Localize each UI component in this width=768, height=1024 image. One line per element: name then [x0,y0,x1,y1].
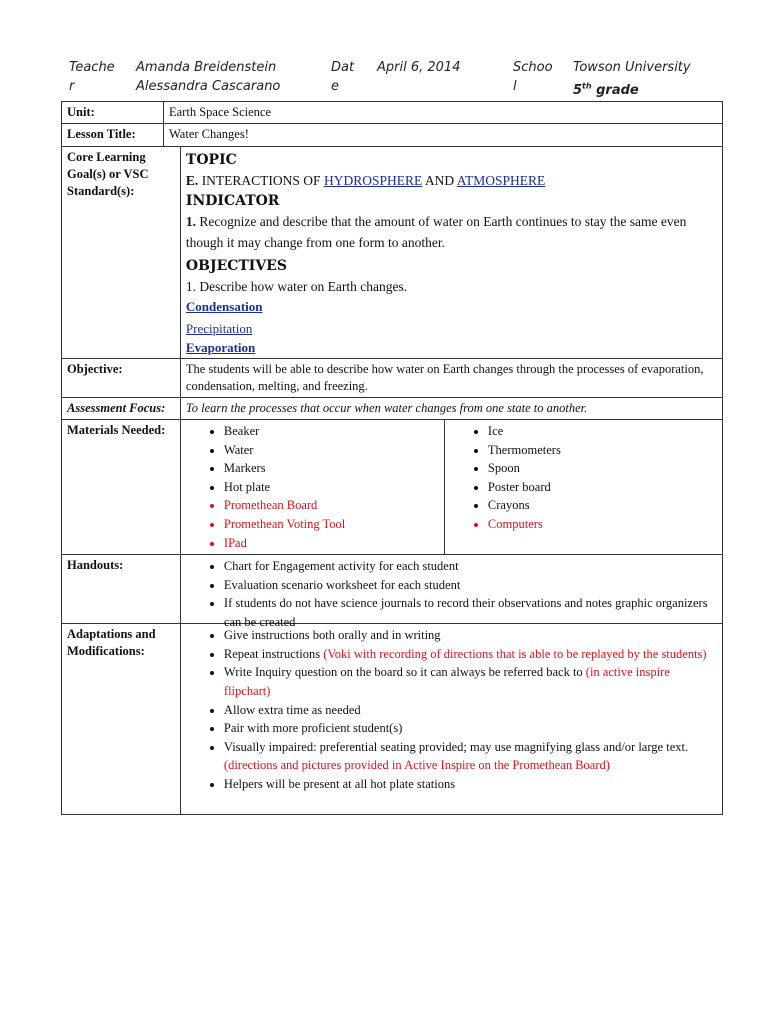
adaptations-list [186,626,717,793]
list-item: • Thermometers [488,441,717,460]
list-item: • Promethean Board [224,496,439,515]
school-value: Towson University [573,60,691,75]
unit-value: Earth Space Science [164,102,723,124]
grade-value [573,77,691,100]
grade-word: grade [591,83,639,99]
evaporation-link[interactable]: Evaporation [185,340,256,355]
topic-line [186,170,717,191]
core-goal-row [62,147,723,359]
list-item [224,645,717,664]
list-item: • Water [224,441,439,460]
assessment-row [62,398,723,420]
list-item [224,738,717,775]
assessment-value: To learn the processes that occur when water changes from one state to another. [180,398,722,420]
adapt-text: Pair with more proficient student(s) [223,721,403,736]
list-item: • Ice [488,422,717,441]
date-label-line2: e [331,79,339,94]
handouts-content [180,555,722,629]
handouts-list [186,557,717,631]
adaptations-row [62,624,723,815]
list-item [224,719,717,738]
unit-label: Unit: [62,102,164,124]
adapt-tech-note: (directions and pictures provided in Active Inspire on the Promethean Board) [223,758,610,773]
indicator-text [186,211,717,253]
list-item: • Poster board [488,478,717,497]
adapt-text: Visually impaired: preferential seating provided; may use magnifying glass and/or large text. [223,739,689,754]
lesson-plan-table [61,101,723,815]
topic-pre: INTERACTIONS OF [198,173,324,188]
objective-value: The students will be able to describe how water on Earth changes through the processes of evaporation, condensation, melting, and freezing. [180,359,722,398]
core-goal-label: Core Learning Goal(s) or VSC Standard(s): [62,147,181,359]
list-item: • Markers [224,459,439,478]
handouts-clip [186,557,717,629]
list-item: • Spoon [488,459,717,478]
list-item: • Computers [488,515,717,534]
topic-heading: TOPIC [185,152,237,168]
teacher-label [69,58,115,96]
adapt-text: Give instructions both orally and in writing [223,628,441,643]
materials-col-1 [180,420,444,555]
list-item: • IPad [224,534,439,553]
list-item: • Promethean Voting Tool [224,515,439,534]
objective-row [62,359,723,398]
list-item: • Chart for Engagement activity for each student [224,557,717,576]
teacher-name-1: Amanda Breidenstein [136,60,277,75]
teacher-label-line2: r [69,79,75,94]
objective-1: 1. Describe how water on Earth changes. [185,279,408,294]
lesson-title-value: Water Changes! [164,124,723,147]
condensation-link[interactable]: Condensation [185,299,263,314]
topic-letter: E. [185,173,199,188]
materials-col-2 [444,420,722,555]
topic-mid: AND [422,173,457,188]
list-item [224,775,717,794]
list-item: • Crayons [488,496,717,515]
atmosphere-link[interactable]: ATMOSPHERE [456,173,546,188]
adapt-tech-note: (Voki with recording of directions that is able to be replayed by the students) [323,646,707,661]
indicator-heading: INDICATOR [185,193,280,209]
hydrosphere-link[interactable]: HYDROSPHERE [323,173,423,188]
adapt-text: Helpers will be present at all hot plate stations [223,776,456,791]
school-label [513,58,553,96]
list-item [224,663,717,700]
list-item: • Hot plate [224,478,439,497]
indicator-body: Recognize and describe that the amount of water on Earth continues to stay the same even though it may change from one form to another. [185,214,687,250]
teacher-names [136,58,280,96]
indicator-number: 1. [185,214,197,229]
adapt-tech-note: (in active inspire flipchart) [223,665,670,698]
teacher-name-2: Alessandra Cascarano [136,79,281,94]
adapt-text: Write Inquiry question on the board so it can always be referred back to [223,665,586,680]
list-item: • Evaluation scenario worksheet for each student [224,576,717,595]
materials-label: Materials Needed: [62,420,181,555]
assessment-label: Assessment Focus: [62,398,181,420]
list-item [224,626,717,645]
objective-label: Objective: [62,359,181,398]
adapt-text: Repeat instructions [223,646,324,661]
adaptations-label: Adaptations and Modifications: [62,624,181,815]
date-label-line1: Dat [331,60,355,75]
handouts-label: Handouts: [62,555,181,624]
lesson-title-label: Lesson Title: [62,124,164,147]
unit-row [62,102,723,124]
grade-number: 5 [573,83,583,99]
precipitation-link[interactable]: Precipitation [185,321,253,336]
materials-list-2 [450,422,717,534]
list-item: • If students do not have science journals to record their observations and notes graphic organizers can be created [224,594,717,631]
core-goal-content [180,147,722,359]
grade-suffix: th [582,82,592,91]
materials-row [62,420,723,555]
school-label-line2: l [513,79,517,94]
materials-list-1 [186,422,439,552]
adapt-text: Allow extra time as needed [223,702,361,717]
date-label [331,58,354,96]
adaptations-clip [186,626,717,812]
teacher-label-line1: Teache [69,60,115,75]
adaptations-content [180,624,722,815]
list-item: • Beaker [224,422,439,441]
lesson-title-row [62,124,723,147]
handouts-row [62,555,723,624]
list-item [224,701,717,720]
school-label-line1: Schoo [513,60,553,75]
date-value: April 6, 2014 [377,60,461,75]
school-info [573,58,691,100]
objectives-heading: OBJECTIVES [185,258,287,274]
